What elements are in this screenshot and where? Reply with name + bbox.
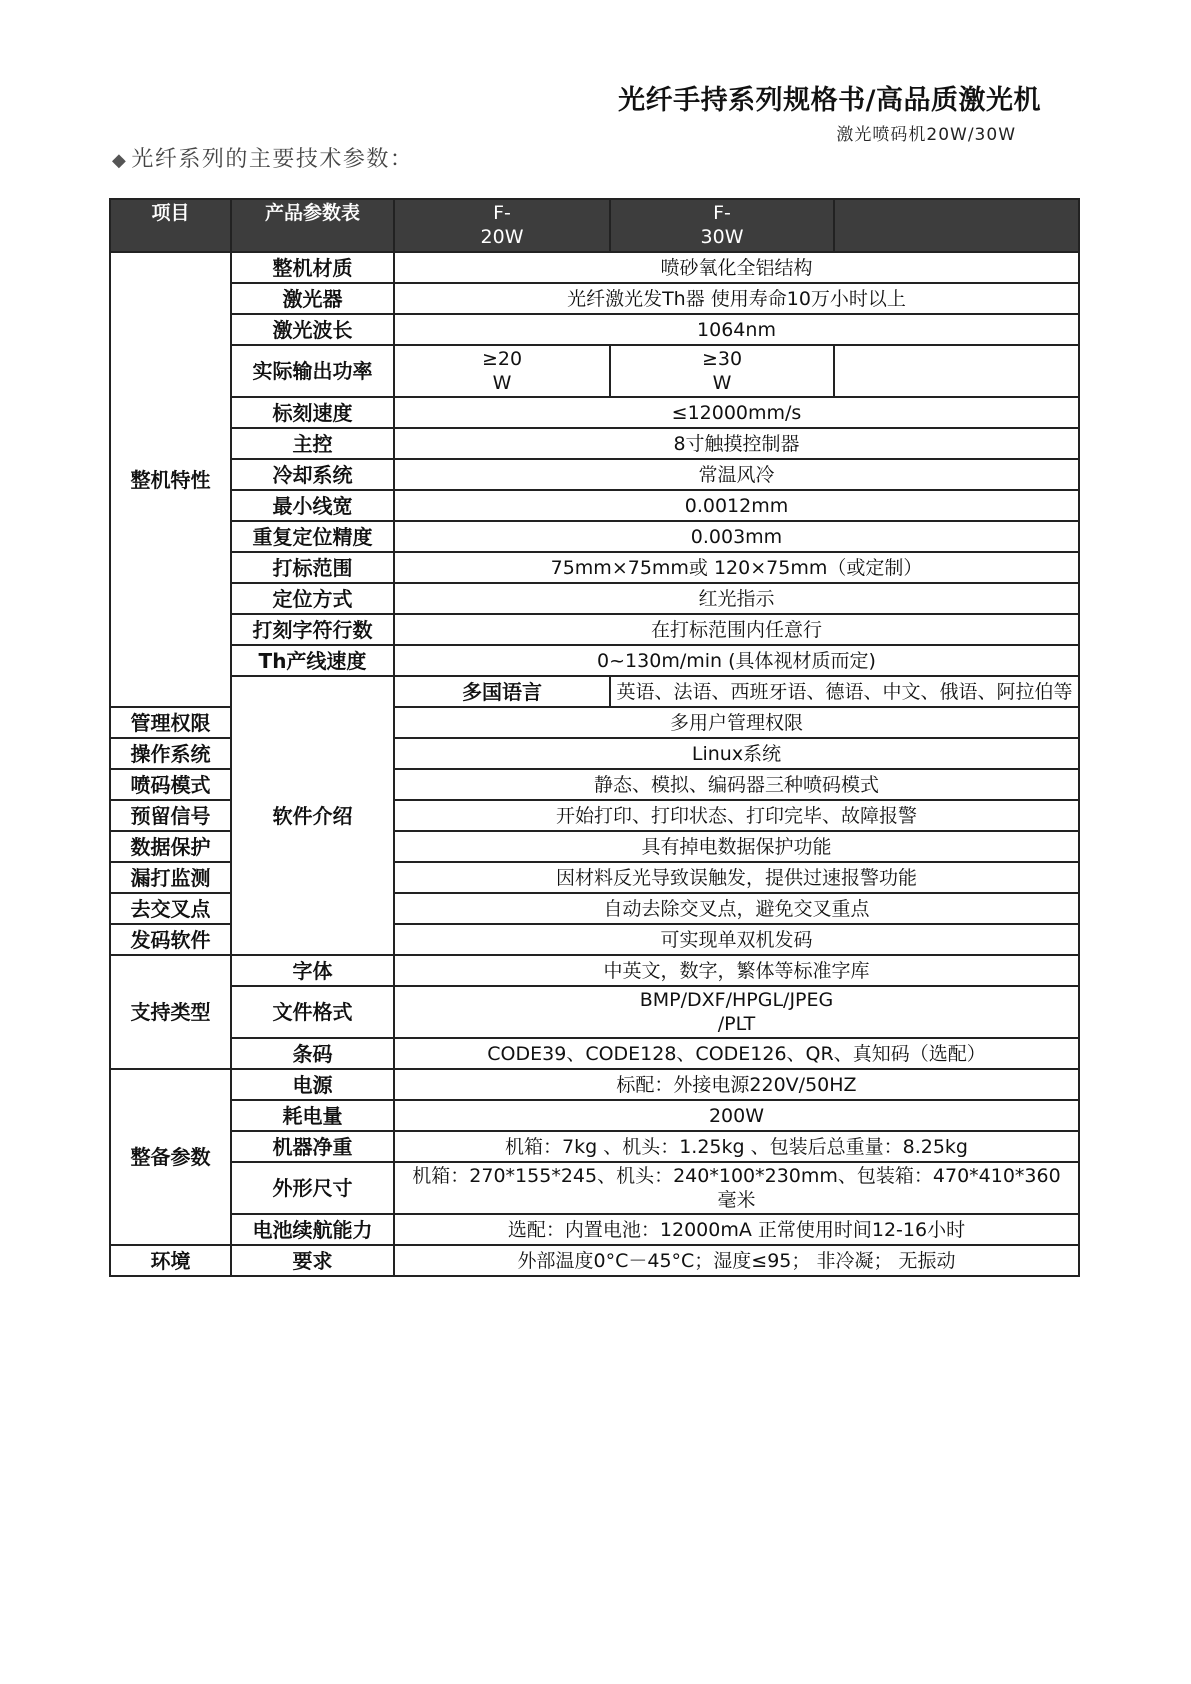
power-20w-line2: W (492, 372, 512, 394)
row-value: CODE39、CODE128、CODE126、QR、真知码（选配） (394, 1038, 1079, 1069)
row-value: 200W (394, 1100, 1079, 1131)
row-label: 文件格式 (231, 986, 394, 1038)
requirement-value-tail: ； 非冷凝； 无振动 (791, 1249, 956, 1272)
row-label: 激光波长 (231, 314, 394, 345)
row-value: 0.0012mm (394, 490, 1079, 521)
row-value: 中英文，数字，繁体等标准字库 (394, 955, 1079, 986)
table-row (110, 1131, 1079, 1162)
header-model-20w-line2: 20W (480, 226, 524, 248)
row-value: 多用户管理权限 (394, 707, 1079, 738)
row-value: 光纤激光发Th器 使用寿命10万小时以上 (394, 283, 1079, 314)
row-value: 机箱：7kg 、机头：1.25kg 、包装后总重量：8.25kg (394, 1131, 1079, 1162)
table-row (110, 283, 1079, 314)
row-label: 激光器 (231, 283, 394, 314)
row-value: 1064nm (394, 314, 1079, 345)
row-value: 英语、法语、西班牙语、德语、中文、俄语、阿拉伯等 (610, 676, 1079, 707)
table-header-row (110, 199, 1079, 252)
row-value: 标配：外接电源220V/50HZ (394, 1069, 1079, 1100)
table-row (110, 583, 1079, 614)
row-value: 选配：内置电池：12000mA 正常使用时间12-16小时 (394, 1214, 1079, 1245)
table-row (110, 1100, 1079, 1131)
row-label: 漏打监测 (110, 862, 231, 893)
row-label: 耗电量 (231, 1100, 394, 1131)
fileformat-line1: BMP/DXF/HPGL/JPEG (639, 989, 834, 1011)
table-row (110, 521, 1079, 552)
row-label: 电池续航能力 (231, 1214, 394, 1245)
table-row (110, 1162, 1079, 1214)
row-label: 电源 (231, 1069, 394, 1100)
row-value: 0.003mm (394, 521, 1079, 552)
row-value: 红光指示 (394, 583, 1079, 614)
row-value: Linux系统 (394, 738, 1079, 769)
table-row (110, 252, 1079, 283)
row-label: 冷却系统 (231, 459, 394, 490)
power-empty (834, 345, 1079, 397)
group-full: 整备参数 (110, 1069, 231, 1245)
table-row (110, 552, 1079, 583)
row-label: 喷码模式 (110, 769, 231, 800)
row-label: 条码 (231, 1038, 394, 1069)
table-row (110, 1038, 1079, 1069)
row-value: 自动去除交叉点，避免交叉重点 (394, 893, 1079, 924)
row-label: 去交叉点 (110, 893, 231, 924)
requirement-value: 外部温度0°C－45°C；湿度≤95 (517, 1249, 792, 1272)
table-row (110, 645, 1079, 676)
header-model-30w-line1: F- (713, 202, 731, 224)
row-value: 0~130m/min (具体视材质而定) (394, 645, 1079, 676)
row-label: 预留信号 (110, 800, 231, 831)
table-row (110, 955, 1079, 986)
row-label: 最小线宽 (231, 490, 394, 521)
diamond-bullet-icon: ◆ (112, 150, 128, 171)
table-row (110, 345, 1079, 397)
row-value: 喷砂氧化全铝结构 (394, 252, 1079, 283)
table-row (110, 1214, 1079, 1245)
section-heading-text: 光纤系列的主要技术参数： (131, 147, 414, 172)
section-heading (112, 142, 413, 173)
row-value (394, 1245, 1079, 1276)
header-model-30w-line2: 30W (700, 226, 744, 248)
row-value: 可实现单双机发码 (394, 924, 1079, 955)
row-value: 具有掉电数据保护功能 (394, 831, 1079, 862)
row-value: 静态、模拟、编码器三种喷码模式 (394, 769, 1079, 800)
row-label: 发码软件 (110, 924, 231, 955)
table-row (110, 314, 1079, 345)
table-row (110, 1069, 1079, 1100)
row-label: 打标范围 (231, 552, 394, 583)
group-software: 软件介绍 (231, 676, 394, 955)
row-value: 8寸触摸控制器 (394, 428, 1079, 459)
row-label: Th产线速度 (231, 645, 394, 676)
table-row (110, 676, 1079, 707)
header-params: 产品参数表 (231, 199, 394, 252)
row-value: ≤12000mm/s (394, 397, 1079, 428)
row-value (394, 1162, 1079, 1214)
row-label: 整机材质 (231, 252, 394, 283)
row-label: 重复定位精度 (231, 521, 394, 552)
row-label: 数据保护 (110, 831, 231, 862)
row-value: 75mm×75mm或 120×75mm（或定制） (394, 552, 1079, 583)
table-row (110, 428, 1079, 459)
table-row (110, 459, 1079, 490)
row-label: 字体 (231, 955, 394, 986)
power-20w (394, 345, 610, 397)
dimensions-line1: 机箱：270*155*245、机头：240*100*230mm、包装箱：470*410*360 (412, 1165, 1061, 1187)
row-label: 定位方式 (231, 583, 394, 614)
table-row (110, 614, 1079, 645)
group-env: 环境 (110, 1245, 231, 1276)
header-model-20w-line1: F- (493, 202, 511, 224)
header-model-30w (610, 199, 834, 252)
row-label: 主控 (231, 428, 394, 459)
row-value (394, 986, 1079, 1038)
header-model-20w (394, 199, 610, 252)
table-row (110, 986, 1079, 1038)
fileformat-line2: /PLT (717, 1013, 756, 1035)
row-label: 机器净重 (231, 1131, 394, 1162)
table-row (110, 490, 1079, 521)
row-label: 外形尺寸 (231, 1162, 394, 1214)
row-label: 实际输出功率 (231, 345, 394, 397)
row-label: 打刻字符行数 (231, 614, 394, 645)
row-value: 因材料反光导致误触发，提供过速报警功能 (394, 862, 1079, 893)
row-label: 多国语言 (394, 676, 610, 707)
row-label: 操作系统 (110, 738, 231, 769)
header-item: 项目 (110, 199, 231, 252)
row-value: 开始打印、打印状态、打印完毕、故障报警 (394, 800, 1079, 831)
page-title: 光纤手持系列规格书/高品质激光机 (618, 85, 1041, 116)
dimensions-line2: 毫米 (717, 1189, 756, 1211)
table-row (110, 397, 1079, 428)
power-30w-line1: ≥30 (701, 348, 743, 370)
power-20w-line1: ≥20 (481, 348, 523, 370)
row-label: 要求 (231, 1245, 394, 1276)
row-value: 在打标范围内任意行 (394, 614, 1079, 645)
row-label: 管理权限 (110, 707, 231, 738)
page-subtitle: 激光喷码机20W/30W (836, 125, 1016, 145)
table-row (110, 1245, 1079, 1276)
row-value: 常温风冷 (394, 459, 1079, 490)
row-label: 标刻速度 (231, 397, 394, 428)
power-30w (610, 345, 834, 397)
power-30w-line2: W (712, 372, 732, 394)
spec-table (109, 198, 1080, 1277)
group-support: 支持类型 (110, 955, 231, 1069)
header-empty (834, 199, 1079, 252)
group-machine: 整机特性 (110, 252, 231, 707)
